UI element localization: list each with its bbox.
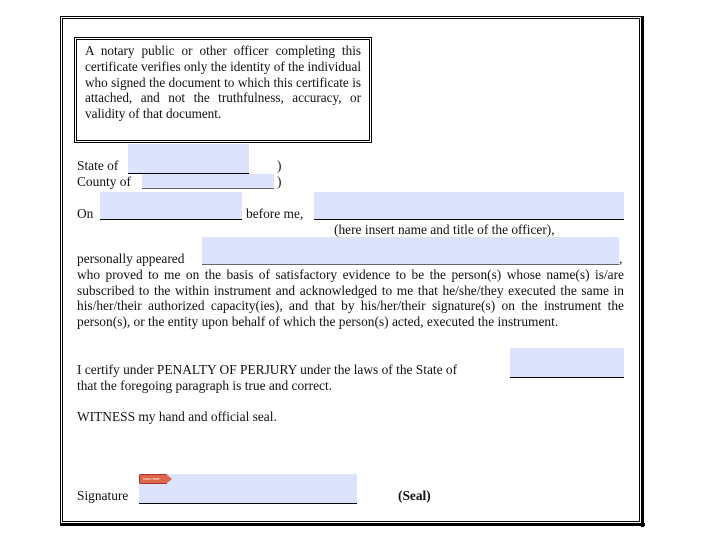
state-paren: ) <box>277 158 282 173</box>
before-me-label: before me, <box>246 206 304 221</box>
signature-label: Signature <box>77 488 129 503</box>
state-field[interactable] <box>128 144 249 174</box>
sign-here-tag[interactable]: SIGN HERE <box>139 474 167 484</box>
border-shadow-bottom <box>60 523 645 526</box>
certify-line2: that the foregoing paragraph is true and correct. <box>77 378 333 393</box>
border-shadow-right <box>641 16 644 527</box>
certify-line1: I certify under PENALTY OF PERJURY under the laws of the State of <box>77 362 458 377</box>
date-field[interactable] <box>100 192 242 220</box>
seal-label: (Seal) <box>398 488 431 503</box>
county-paren: ) <box>277 174 282 189</box>
officer-name-field[interactable] <box>314 192 624 220</box>
appeared-label: personally appeared <box>77 251 185 266</box>
notary-disclaimer-box <box>74 37 372 143</box>
signer-name-field[interactable] <box>202 237 619 265</box>
county-label: County of <box>77 174 131 189</box>
disclaimer-text: A notary public or other officer completing this certificate verifies only the identity of the individual who signed the document to which this certificate is attached, and not the truthfulness, accuracy, or validity of that document. <box>85 43 361 122</box>
county-field[interactable] <box>142 174 274 189</box>
on-label: On <box>77 206 94 221</box>
witness-text: WITNESS my hand and official seal. <box>77 409 277 424</box>
acknowledgment-body: who proved to me on the basis of satisfactory evidence to be the person(s) whose name(s) is/are subscribed to the within instrument and acknowledged to me that he/she/they executed the same in his/her/their authorized capacity(ies), and that by his/her/their signature(s) on the instrument the person(s), or the entity upon behalf of which the person(s) acted, executed the instrument. <box>77 267 624 330</box>
state-label: State of <box>77 158 119 173</box>
appeared-comma: , <box>619 251 623 266</box>
certify-state-field[interactable] <box>510 348 624 378</box>
officer-hint: (here insert name and title of the officer), <box>334 222 555 237</box>
